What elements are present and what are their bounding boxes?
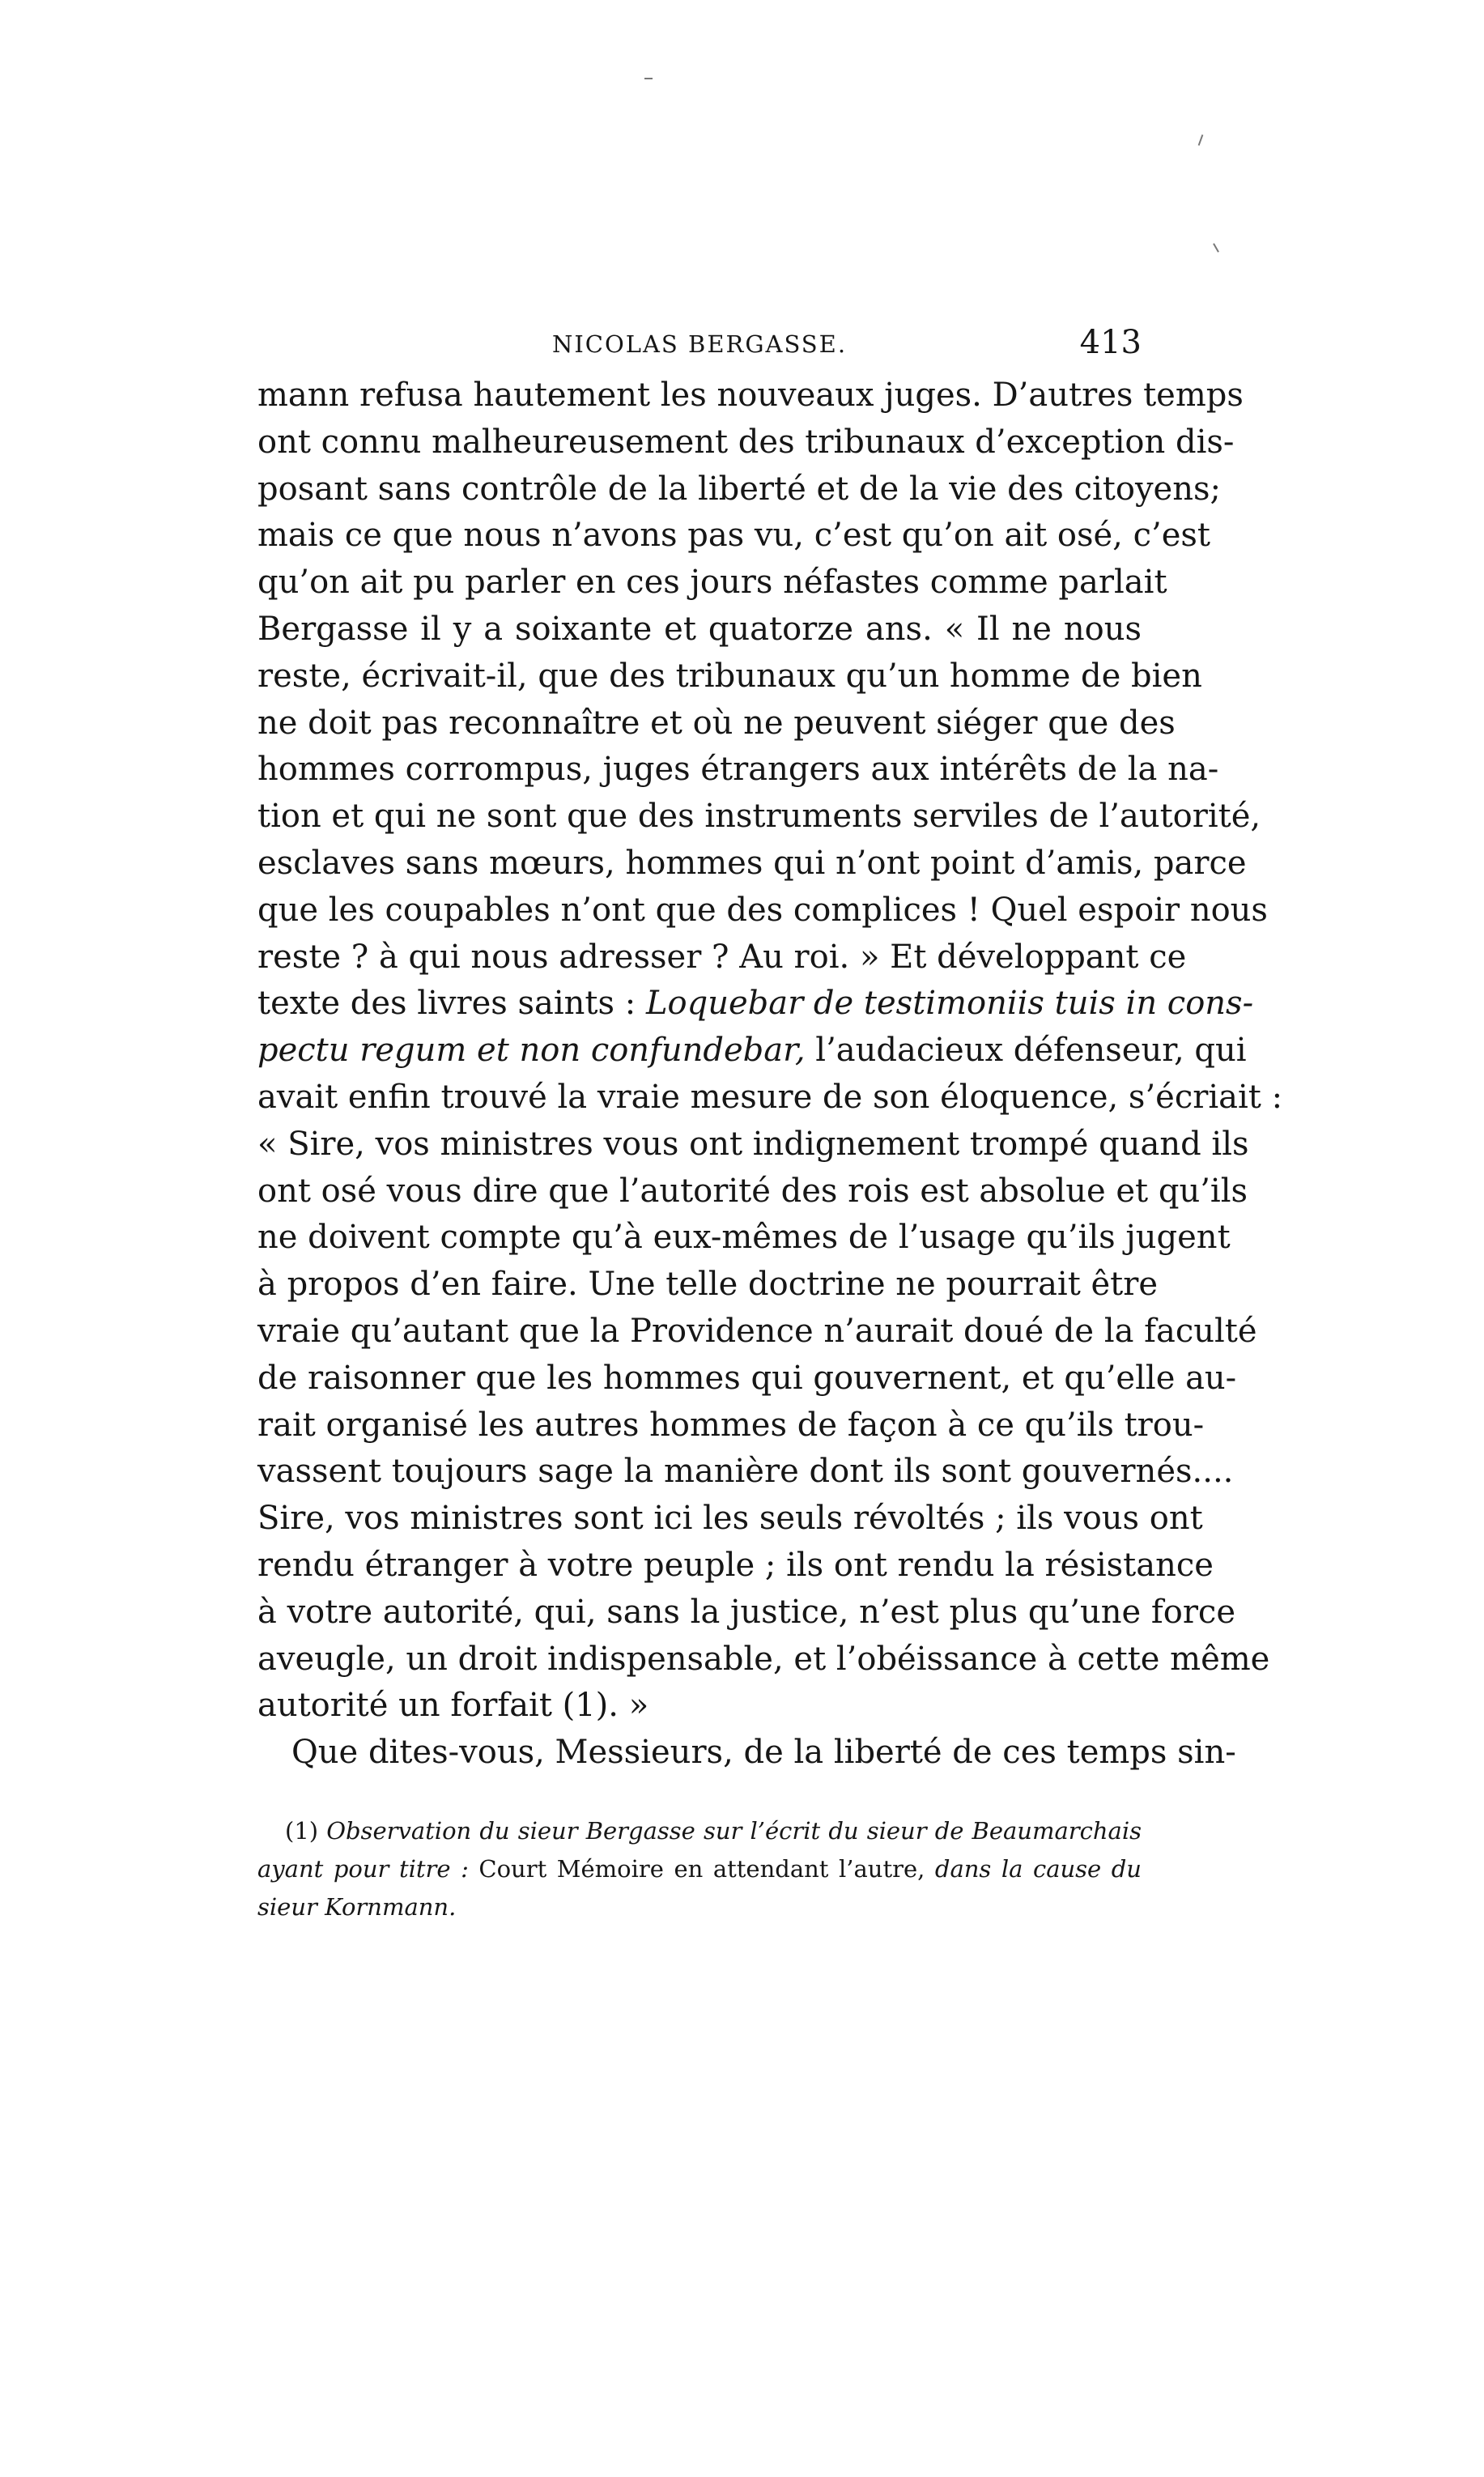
text-line: que les coupables n’ont que des complices ! Quel espoir nous bbox=[257, 891, 1268, 929]
text-line: « Sire, vos ministres vous ont indignement trompé quand ils bbox=[257, 1125, 1249, 1163]
paragraph-first-line: Que dites-vous, Messieurs, de la liberté de ces temps sin- bbox=[291, 1734, 1236, 1772]
text-line: tion et qui ne sont que des instruments serviles de l’autorité, bbox=[257, 798, 1261, 836]
text-line: à propos d’en faire. Une telle doctrine ne pourrait être bbox=[257, 1266, 1159, 1304]
text-line: avait enfin trouvé la vraie mesure de son éloquence, s’écriait : bbox=[257, 1078, 1283, 1116]
text-line: qu’on ait pu parler en ces jours néfastes comme parlait bbox=[257, 564, 1167, 602]
text-line: hommes corrompus, juges étrangers aux intérêts de la na- bbox=[257, 751, 1219, 789]
footnote-line: ayant pour titre : Court Mémoire en attendant l’autre, dans la cause du bbox=[257, 1855, 1142, 1883]
footnote-marker: (1) bbox=[285, 1817, 327, 1845]
text-line: ont connu malheureusement des tribunaux d’exception dis- bbox=[257, 423, 1235, 461]
footnote-line: sieur Kornmann. bbox=[257, 1893, 457, 1921]
text-line: pectu regum et non confundebar, l’audacieux défenseur, qui bbox=[257, 1032, 1247, 1070]
page-speck bbox=[1213, 243, 1219, 252]
footnote-line: (1) Observation du sieur Bergasse sur l’écrit du sieur de Beaumarchais bbox=[285, 1817, 1142, 1845]
text-line: mann refusa hautement les nouveaux juges. D’autres temps bbox=[257, 377, 1244, 414]
body-text bbox=[257, 372, 1283, 1777]
text-line: rendu étranger à votre peuple ; ils ont rendu la résistance bbox=[257, 1546, 1214, 1584]
text-line: autorité un forfait (1). » bbox=[257, 1687, 649, 1725]
text-line: mais ce que nous n’avons pas vu, c’est qu’on ait osé, c’est bbox=[257, 517, 1210, 555]
text-line: à votre autorité, qui, sans la justice, n’est plus qu’une force bbox=[257, 1593, 1236, 1631]
text-line: posant sans contrôle de la liberté et de la vie des citoyens; bbox=[257, 470, 1221, 508]
text-line: vraie qu’autant que la Providence n’aurait doué de la faculté bbox=[257, 1312, 1257, 1350]
text-line: reste, écrivait-il, que des tribunaux qu’un homme de bien bbox=[257, 657, 1202, 695]
text-line: texte des livres saints : Loquebar de testimoniis tuis in cons- bbox=[257, 985, 1254, 1023]
text-line: ne doit pas reconnaître et où ne peuvent siéger que des bbox=[257, 704, 1176, 742]
text-line: ne doivent compte qu’à eux-mêmes de l’usage qu’ils jugent bbox=[257, 1219, 1231, 1257]
text-line: reste ? à qui nous adresser ? Au roi. » Et développant ce bbox=[257, 938, 1187, 976]
running-head: NICOLAS BERGASSE. bbox=[551, 330, 848, 358]
text-line: Bergasse il y a soixante et quatorze ans. « Il ne nous bbox=[257, 610, 1142, 648]
page-speck bbox=[1198, 134, 1204, 146]
footnote bbox=[257, 1812, 1142, 1926]
latin-quotation: pectu regum et non confundebar, bbox=[257, 1032, 806, 1070]
latin-quotation: Loquebar de testimoniis tuis in cons- bbox=[645, 985, 1254, 1023]
page-speck bbox=[644, 78, 653, 79]
text-line: Sire, vos ministres sont ici les seuls révoltés ; ils vous ont bbox=[257, 1500, 1203, 1538]
text-line: aveugle, un droit indispensable, et l’obéissance à cette même bbox=[257, 1640, 1270, 1678]
page-header bbox=[257, 324, 1142, 377]
text-line: esclaves sans mœurs, hommes qui n’ont point d’amis, parce bbox=[257, 844, 1247, 882]
text-line: rait organisé les autres hommes de façon à ce qu’ils trou- bbox=[257, 1406, 1205, 1444]
text-line: vassent toujours sage la manière dont ils sont gouvernés.... bbox=[257, 1453, 1234, 1491]
text-line: de raisonner que les hommes qui gouvernent, et qu’elle au- bbox=[257, 1359, 1237, 1397]
page-number: 413 bbox=[1079, 324, 1142, 361]
text-line: ont osé vous dire que l’autorité des rois est absolue et qu’ils bbox=[257, 1172, 1248, 1210]
